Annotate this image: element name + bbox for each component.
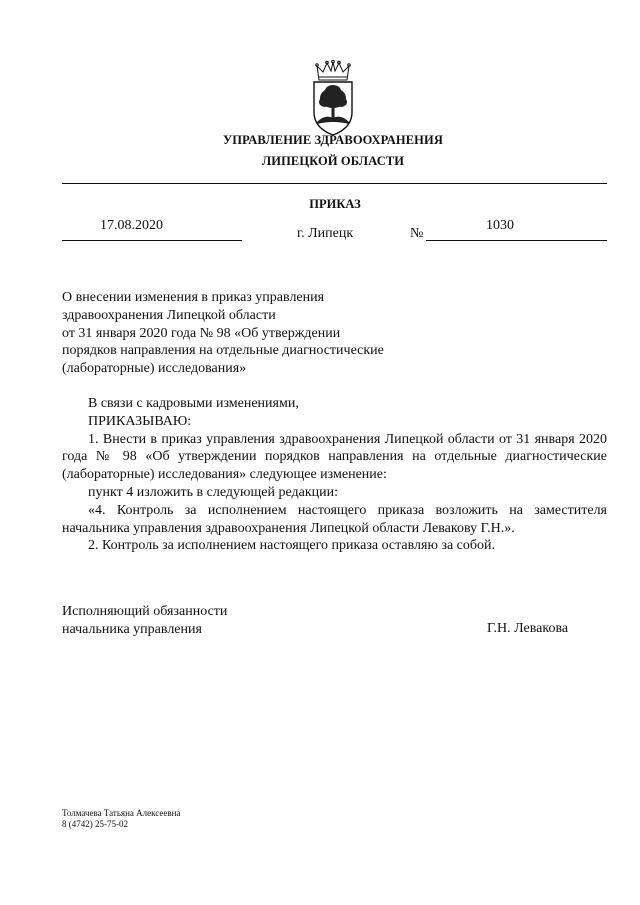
- signature-position-line1: Исполняющий обязанности: [62, 604, 228, 619]
- number-sign: №: [410, 226, 424, 241]
- executor-info: [62, 808, 180, 830]
- date-underline: [62, 240, 242, 241]
- document-number: 1030: [486, 218, 514, 233]
- body-item-2: 2. Контроль за исполнением настоящего приказа оставляю за собой.: [88, 538, 496, 554]
- subject-line: О внесении изменения в приказ управления: [62, 290, 325, 305]
- coat-of-arms-icon: [303, 60, 363, 138]
- subject-line: здравоохранения Липецкой области: [62, 307, 276, 323]
- subject-line: от 31 января 2020 года № 98 «Об утверждении: [62, 325, 341, 341]
- subject-line: (лабораторные) исследования»: [62, 361, 247, 377]
- executor-phone: 8 (4742) 25-75-02: [62, 819, 128, 829]
- body-order-word: ПРИКАЗЫВАЮ:: [88, 413, 192, 429]
- subject-line: порядков направления на отдельные диагностические: [62, 343, 384, 359]
- document-type: ПРИКАЗ: [309, 197, 361, 211]
- body-item-1-sub: пункт 4 изложить в следующей редакции:: [88, 484, 338, 500]
- document-body: [62, 395, 607, 555]
- signature-position: [62, 603, 227, 639]
- document-date: 17.08.2020: [100, 218, 163, 233]
- executor-name: Толмачева Татьяна Алексеевна: [62, 808, 181, 818]
- document-city: г. Липецк: [297, 226, 354, 241]
- body-item-1: 1. Внести в приказ управления здравоохранения Липецкой области от 31 января 2020 года № 98 «Об утверждении порядков направления на отдельные диагностические (лабораторные) исследования» следующее изменение:: [62, 431, 607, 483]
- organization-name-line2: ЛИПЕЦКОЙ ОБЛАСТИ: [261, 154, 405, 168]
- body-intro: В связи с кадровыми изменениями,: [88, 396, 299, 411]
- body-item-1-quote: «4. Контроль за исполнением настоящего приказа возложить на заместителя начальника управления здравоохранения Липецкой области Левакову Г.Н.».: [62, 502, 607, 536]
- organization-name-line1: УПРАВЛЕНИЕ ЗДРАВООХРАНЕНИЯ: [223, 133, 443, 147]
- signature-name: Г.Н. Левакова: [487, 621, 569, 636]
- document-subject: [62, 289, 384, 378]
- header-divider: [62, 183, 607, 184]
- number-underline: [426, 240, 607, 241]
- signature-position-line2: начальника управления: [62, 621, 202, 637]
